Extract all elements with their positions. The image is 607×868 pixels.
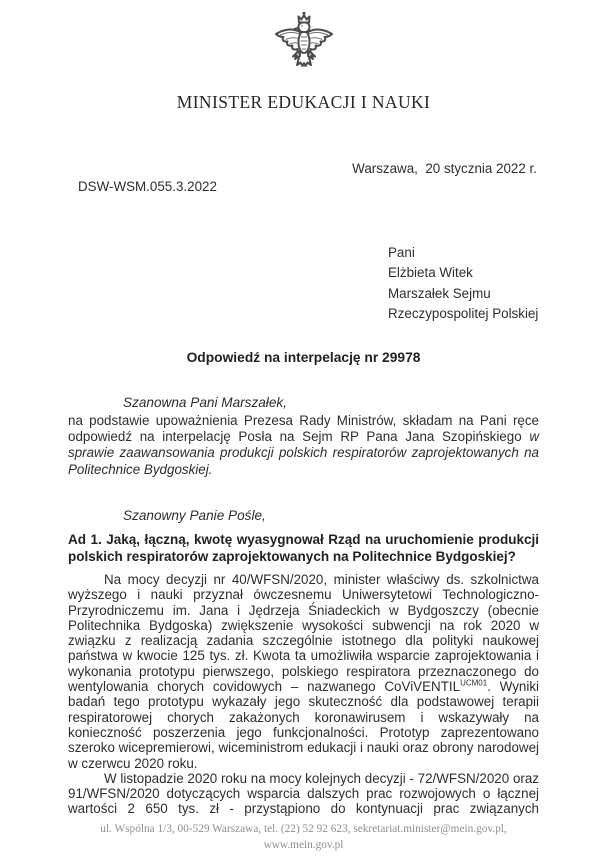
answer-body: [68, 572, 539, 817]
ministry-footer: [0, 822, 607, 853]
ventilator-model-superscript: UCM01: [460, 678, 488, 688]
answer-paragraph-1: [68, 572, 539, 771]
footer-address-line: ul. Wspólna 1/3, 00-529 Warszawa, tel. (22) 52 92 623, sekretariat.minister@mein.gov.pl,: [100, 823, 507, 835]
intro-text-italic-case-title: w sprawie zaawansowania produkcji polskich respiratorów zaprojektowanych na Politechnice Bydgoskiej.: [68, 429, 539, 477]
addressee-line: Pani: [388, 245, 415, 260]
intro-paragraph: [68, 413, 539, 478]
salutation-marshal: Szanowna Pani Marszałek,: [123, 395, 287, 410]
addressee-block: [388, 243, 538, 324]
addressee-line: Rzeczypospolitej Polskiej: [388, 305, 539, 321]
letter-subject: Odpowiedź na interpelację nr 29978: [186, 350, 421, 365]
salutation-deputy: Szanowny Panie Pośle,: [123, 508, 266, 523]
answer-paragraph-2: W listopadzie 2020 roku na mocy kolejnych decyzji - 72/WFSN/2020 oraz 91/WFSN/2020 dotyczących wsparcia dalszych prac rozwojowych o łącznej wartości 2 650 tys. zł - przystąpiono do kontynuacji prac związanych: [68, 770, 539, 817]
answer-paragraph-1-text-cont: . Wyniki badań tego prototypu wykazały jego skuteczność dla podstawowej terapii respiratorowej chorych zakażonych koronawirusem i wskazywały na konieczność poszerzenia jego funkcjonalności. Prototyp zaprezentowano szeroko wicepremierowi, wiceministrom edukacji i nauki oraz obrony narodowej w czerwcu 2020 roku.: [68, 679, 540, 771]
question-1-heading: Ad 1. Jaką, łączną, kwotę wyasygnował Rząd na uruchomienie produkcji polskich respiratorów zaprojektowanych na Politechnice Bydgoskiej?: [68, 532, 539, 564]
addressee-line: Elżbieta Witek: [388, 265, 473, 281]
polish-eagle-emblem-icon: [272, 10, 336, 82]
answer-paragraph-1-text: Na mocy decyzji nr 40/WFSN/2020, minister właściwy ds. szkolnictwa wyższego i nauki przyznał ówczesnemu Uniwersytetowi Technologiczno-Przyrodniczemu im. Jana i Jędrzeja Śniadeckich w Bydgoszczy (obecnie Politechnika Bydgoska) zwiększenie wysokości subwencji na rok 2020 w związku z realizacją zadania szczególnie istotnego dla polityki naukowej państwa w kwocie 125 tys. zł. Kwota ta umożliwiła wsparcie zaprojektowania i wykonania prototypu pierwszego, polskiego respiratora przeznaczonego do wentylowania chorych covidowych – nazwanego CoViVENTIL: [68, 572, 539, 695]
footer-website: www.mein.gov.pl: [263, 838, 344, 851]
sender-title: MINISTER EDUKACJI I NAUKI: [176, 92, 431, 112]
place-and-date: Warszawa, 20 stycznia 2022 r.: [352, 161, 537, 176]
addressee-line: Marszałek Sejmu: [388, 285, 491, 301]
intro-text-normal: na podstawie upoważnienia Prezesa Rady Ministrów, składam na Pani ręce odpowiedź na interpelację Posła na Sejm RP Pana Jana Szopińskiego: [68, 413, 539, 445]
reference-number: DSW-WSM.055.3.2022: [78, 179, 217, 194]
